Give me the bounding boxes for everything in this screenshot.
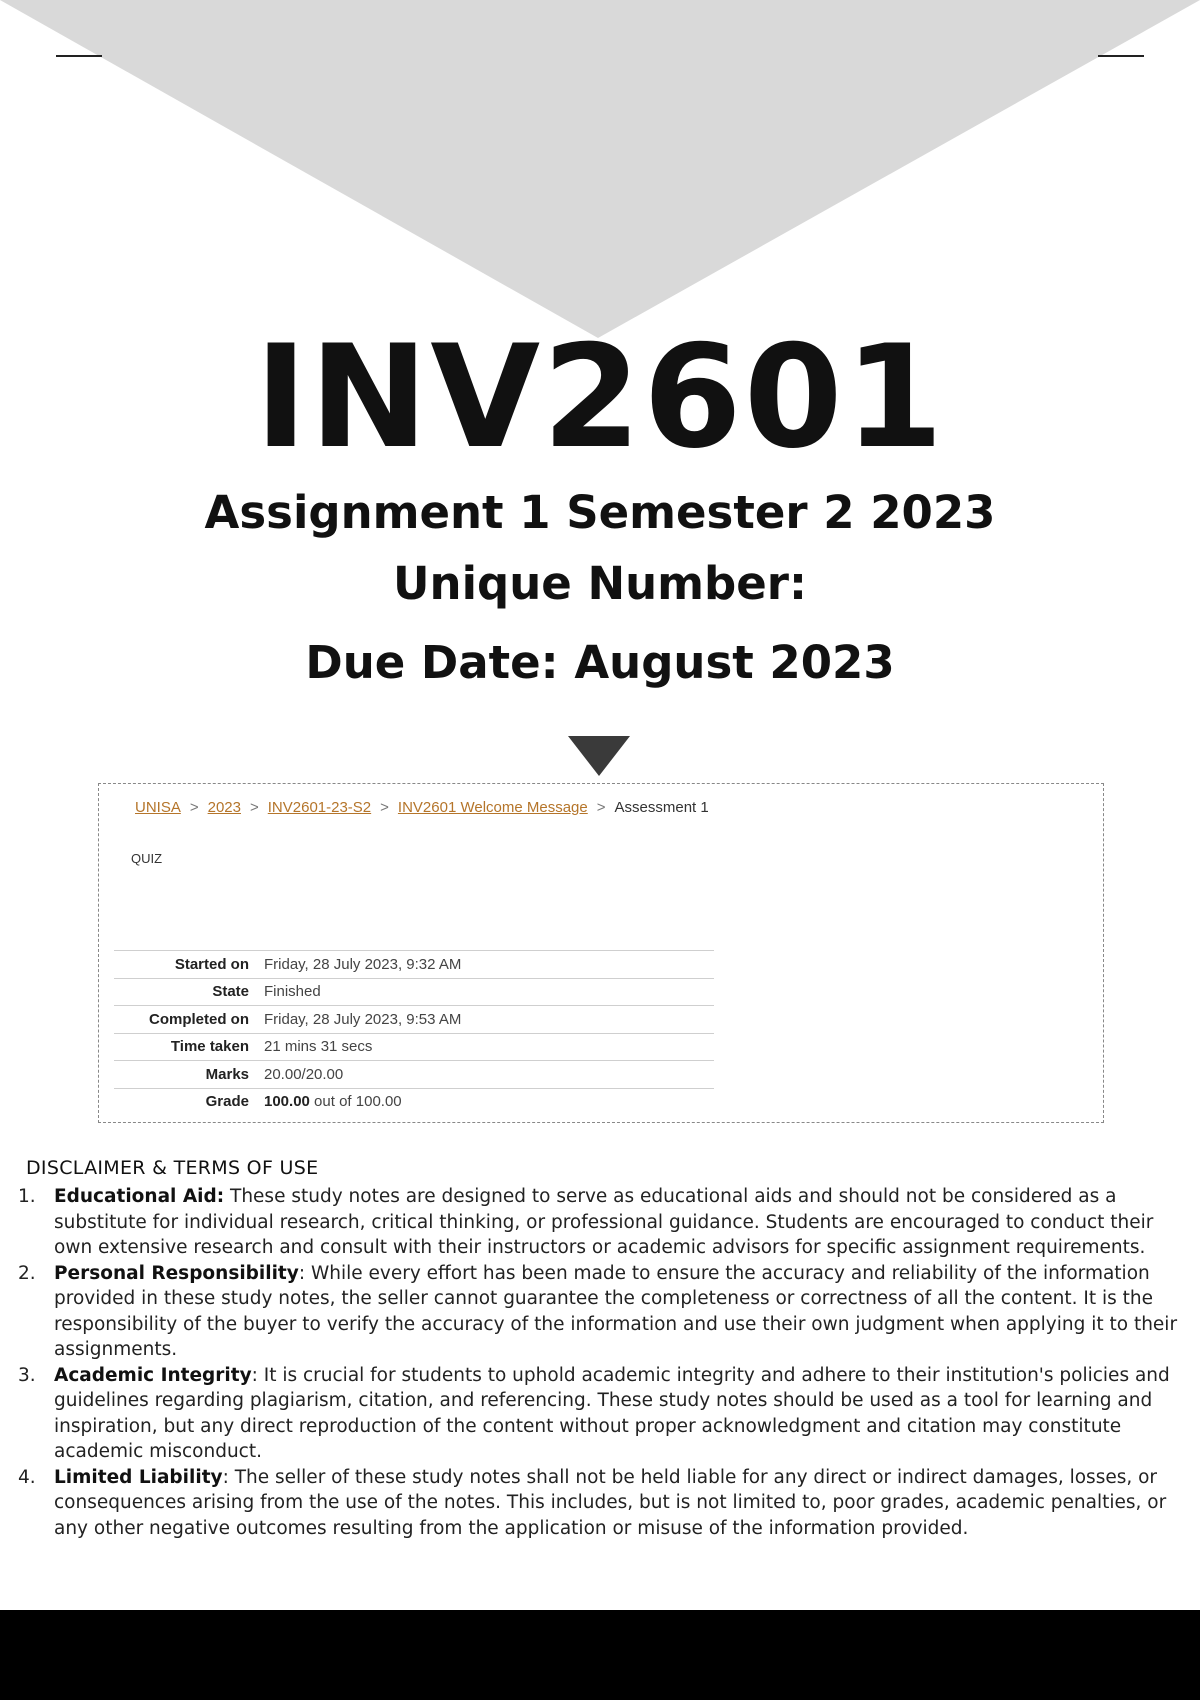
table-row	[114, 1088, 714, 1115]
decorative-chevron-banner	[0, 0, 1200, 340]
list-item-number: 4.	[18, 1466, 36, 1488]
list-item-number: 2.	[18, 1262, 36, 1284]
corner-rule-left	[56, 55, 102, 57]
table-row	[114, 978, 714, 1006]
list-item-number: 3.	[18, 1364, 36, 1386]
unique-number-line: Unique Number:	[393, 557, 807, 610]
quiz-label: QUIZ	[131, 851, 163, 866]
list-item-title: Educational Aid:	[54, 1186, 225, 1207]
summary-value: Friday, 28 July 2023, 9:32 AM	[264, 951, 714, 979]
disclaimer-heading: DISCLAIMER & TERMS OF USE	[26, 1157, 319, 1179]
disclaimer-list	[18, 1184, 1188, 1541]
breadcrumb-link-unisa[interactable]: UNISA	[135, 799, 181, 816]
list-item-text: : It is crucial for students to uphold academic integrity and adhere to their institution's policies and guidelines regarding plagiarism, citation, and referencing. These study notes should be used as a tool for learning and inspiration, but any direct reproduction of the content without proper acknowledgment and citation may constitute academic misconduct.	[54, 1364, 1170, 1462]
footer-bar	[0, 1610, 1200, 1700]
breadcrumb-separator-icon: >	[596, 799, 606, 816]
quiz-summary-table	[114, 950, 714, 1115]
list-item-text: : While every effort has been made to ensure the accuracy and reliability of the information provided in these study notes, the seller cannot guarantee the completeness or correctness of all the content. It is the responsibility of the buyer to verify the accuracy of the information and use their own judgment when applying it to their assignments.	[54, 1262, 1178, 1360]
list-item-text: These study notes are designed to serve as educational aids and should not be considered as a substitute for individual research, critical thinking, or professional guidance. Students are encouraged to conduct their own extensive research and consult with their instructors or academic advisors for specific assignment requirements.	[54, 1186, 1154, 1258]
summary-value: Finished	[264, 978, 714, 1006]
table-row	[114, 1033, 714, 1061]
table-row	[114, 1006, 714, 1034]
summary-value: Friday, 28 July 2023, 9:53 AM	[264, 1006, 714, 1034]
list-item	[18, 1363, 1188, 1465]
down-triangle-icon	[568, 736, 630, 776]
breadcrumb-link-course[interactable]: INV2601-23-S2	[267, 799, 372, 816]
summary-label: Grade	[114, 1088, 264, 1115]
list-item	[18, 1184, 1188, 1261]
due-date-line: Due Date: August 2023	[305, 636, 895, 689]
table-row	[114, 1061, 714, 1089]
course-code-title: INV2601	[254, 315, 946, 480]
summary-label: Completed on	[114, 1006, 264, 1034]
corner-rule-right	[1098, 55, 1144, 57]
breadcrumb-separator-icon: >	[380, 799, 389, 816]
summary-label: Started on	[114, 951, 264, 979]
list-item-title: Academic Integrity	[54, 1364, 252, 1386]
breadcrumb-link-year[interactable]: 2023	[207, 799, 241, 816]
list-item	[18, 1261, 1188, 1363]
breadcrumb-separator-icon: >	[249, 799, 259, 816]
list-item-title: Personal Responsibility	[54, 1262, 299, 1284]
breadcrumb-link-welcome[interactable]: INV2601 Welcome Message	[397, 799, 588, 816]
assignment-subtitle: Assignment 1 Semester 2 2023	[204, 486, 996, 539]
list-item-title: Limited Liability	[54, 1466, 223, 1488]
breadcrumb-separator-icon: >	[189, 799, 199, 816]
summary-label: State	[114, 978, 264, 1006]
summary-value: 21 mins 31 secs	[264, 1033, 714, 1061]
summary-label: Marks	[114, 1061, 264, 1089]
breadcrumb	[135, 799, 709, 816]
summary-label: Time taken	[114, 1033, 264, 1061]
quiz-result-screenshot	[98, 783, 1104, 1123]
grade-out-of: out of 100.00	[309, 1093, 402, 1111]
summary-value: 20.00/20.00	[264, 1061, 714, 1089]
summary-value	[264, 1088, 714, 1115]
list-item-number: 1.	[18, 1186, 36, 1207]
grade-score: 100.00	[264, 1093, 310, 1111]
table-row	[114, 951, 714, 979]
breadcrumb-current: Assessment 1	[614, 799, 709, 816]
list-item	[18, 1465, 1188, 1542]
list-item-text: : The seller of these study notes shall not be held liable for any direct or indirect damages, losses, or consequences arising from the use of the notes. This includes, but is not limited to, poor grades, academic penalties, or any other negative outcomes resulting from the application or misuse of the information provided.	[54, 1466, 1167, 1539]
